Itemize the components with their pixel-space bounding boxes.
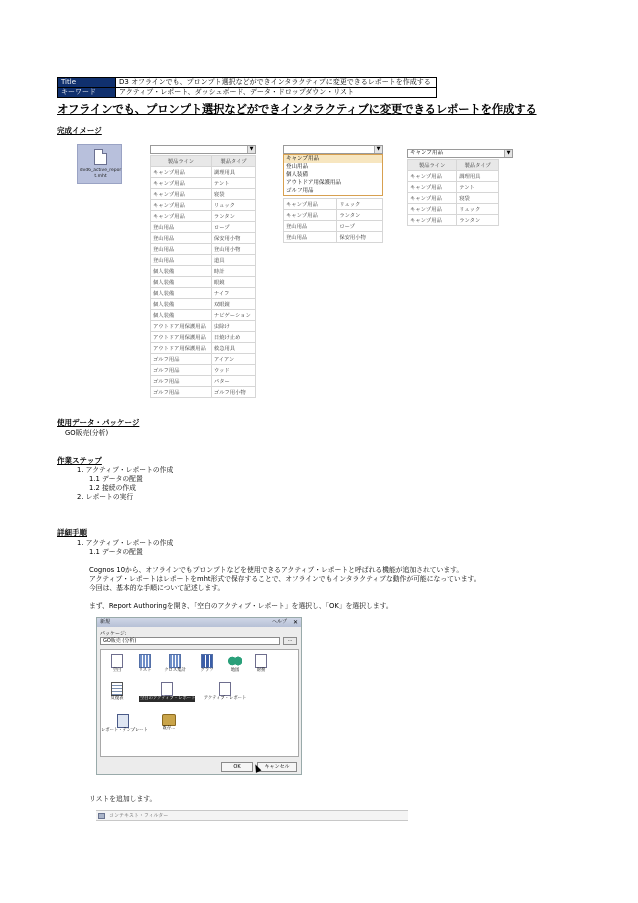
cell-product-type: ウッド: [211, 365, 255, 376]
table-row: [151, 233, 256, 244]
cell-product-type: テント: [457, 182, 499, 193]
dropdown-option[interactable]: ゴルフ用品: [286, 188, 314, 194]
active-report-icon: [219, 682, 231, 696]
cell-product-type: 登山用小物: [211, 244, 255, 255]
cell-product-line: 個人装備: [151, 277, 212, 288]
report-type-label: 地図: [230, 668, 240, 673]
cell-product-type: 救急用具: [211, 343, 255, 354]
cell-product-line: キャンプ用品: [408, 215, 457, 226]
cell-product-type: ナビゲーション: [211, 310, 255, 321]
report-template-icon: [117, 714, 129, 728]
chevron-down-icon[interactable]: ▼: [504, 150, 512, 157]
detail-step11: 1.1 データの配置: [89, 548, 143, 556]
cell-product-line: キャンプ用品: [408, 171, 457, 182]
help-link[interactable]: ヘルプ: [271, 619, 287, 625]
report-type-label: リスト: [138, 668, 152, 673]
grid3-dropdown-value: キャンプ用品: [410, 150, 444, 156]
blank-page-icon: [111, 654, 123, 668]
report-type-repeater[interactable]: [103, 682, 131, 702]
step-item: 1.1 データの配置: [89, 475, 143, 483]
cell-product-line: 個人装備: [151, 299, 212, 310]
table-row: [151, 167, 256, 178]
package-value: GO販売(分析): [65, 429, 109, 437]
dialog-title: 新規: [100, 619, 111, 625]
cell-product-type: アイアン: [211, 354, 255, 365]
step-item: 1.2 接続の作成: [89, 484, 136, 492]
table-row: [151, 310, 256, 321]
cell-product-type: 調理用具: [457, 171, 499, 182]
report-type-chart[interactable]: [193, 654, 221, 674]
mht-file-thumbnail[interactable]: [77, 144, 122, 184]
cell-product-type: 寝袋: [211, 189, 255, 200]
table-row: [284, 221, 383, 232]
step-item: 1. アクティブ・レポートの作成: [77, 466, 174, 474]
package-heading: 使用データ・パッケージ: [57, 418, 140, 427]
cell-product-line: ゴルフ用品: [151, 365, 212, 376]
report-type-label: 反復表: [110, 696, 124, 701]
cell-product-type: 時計: [211, 266, 255, 277]
list-icon: [139, 654, 151, 668]
cell-product-type: ロープ: [211, 222, 255, 233]
detail-paragraph: リストを追加します。: [89, 795, 157, 803]
meta-keyword-key: キーワード: [58, 88, 116, 98]
crosstab-icon: [169, 654, 181, 668]
table-row: [151, 332, 256, 343]
completion-heading: 完成イメージ: [57, 126, 102, 135]
map-icon: [228, 654, 242, 668]
cell-product-line: キャンプ用品: [284, 199, 337, 210]
new-report-dialog: [96, 617, 302, 775]
report-type-map[interactable]: [221, 654, 249, 674]
grid2-dropdown-list[interactable]: [283, 154, 383, 196]
cell-product-type: テント: [211, 178, 255, 189]
report-type-label: 既存...: [162, 726, 176, 731]
cell-product-type: ランタン: [457, 215, 499, 226]
report-type-list[interactable]: [131, 654, 159, 674]
cell-product-line: キャンプ用品: [408, 204, 457, 215]
cell-product-type: パター: [211, 376, 255, 387]
cell-product-line: アウトドア用保護用品: [151, 332, 212, 343]
cell-product-line: キャンプ用品: [151, 200, 212, 211]
cell-product-type: ランタン: [211, 211, 255, 222]
table-row: [151, 299, 256, 310]
dialog-title-bar: [97, 618, 301, 627]
cell-product-line: キャンプ用品: [408, 193, 457, 204]
table-header-row: [408, 160, 499, 171]
cell-product-line: キャンプ用品: [408, 182, 457, 193]
meta-table: [57, 77, 437, 98]
cell-product-type: ナイフ: [211, 288, 255, 299]
table-row: [151, 277, 256, 288]
report-type-label: アクティブ・レポート: [203, 696, 247, 701]
cell-product-line: 登山用品: [151, 233, 212, 244]
step-item: 2. レポートの実行: [77, 493, 134, 501]
package-browse-button[interactable]: ...: [283, 637, 297, 645]
table-row: [151, 365, 256, 376]
cell-product-type: リュック: [337, 199, 383, 210]
report-type-label: 財務: [256, 668, 266, 673]
grid1-dropdown[interactable]: [150, 145, 256, 154]
grid3-header-product-type: 製品タイプ: [457, 160, 499, 171]
table-header-row: [151, 156, 256, 167]
detail-paragraph: アクティブ・レポートはレポートをmht形式で保存することで、オフラインでもインタラクティブな動作が可能になっています。: [89, 575, 481, 583]
cell-product-line: ゴルフ用品: [151, 354, 212, 365]
report-type-existing[interactable]: [155, 714, 183, 732]
table-row: [151, 244, 256, 255]
report-type-label: 空白: [112, 668, 122, 673]
grid1-header-product-type: 製品タイプ: [211, 156, 255, 167]
package-input[interactable]: GO販売 (分析): [100, 637, 280, 645]
table-row: [151, 354, 256, 365]
table-row: [151, 376, 256, 387]
cell-product-type: リュック: [211, 200, 255, 211]
cell-product-line: ゴルフ用品: [151, 376, 212, 387]
cell-product-line: ゴルフ用品: [151, 387, 212, 398]
chevron-down-icon[interactable]: ▼: [247, 146, 255, 153]
report-type-label: 空白のアクティブ・レポート: [140, 696, 196, 701]
steps-heading: 作業ステップ: [57, 456, 102, 465]
cell-product-line: 個人装備: [151, 288, 212, 299]
context-filter-label: コンテキスト・フィルター: [109, 813, 169, 819]
table-row: [408, 204, 499, 215]
grid2-table: [283, 198, 383, 243]
table-row: [151, 255, 256, 266]
cell-product-line: キャンプ用品: [284, 210, 337, 221]
meta-title-value: D3 オフラインでも、プロンプト選択などができインタラクティブに変更できるレポートを作成する: [116, 78, 437, 88]
ok-button[interactable]: OK: [221, 762, 253, 772]
repeater-icon: [111, 682, 123, 696]
table-row: [408, 193, 499, 204]
table-row: [408, 171, 499, 182]
cell-product-line: 登山用品: [284, 232, 337, 243]
cell-product-line: 登山用品: [284, 221, 337, 232]
filter-icon[interactable]: [98, 813, 105, 819]
table-row: [151, 222, 256, 233]
report-type-label: レポート・テンプレート: [101, 728, 148, 733]
cell-product-line: アウトドア用保護用品: [151, 343, 212, 354]
table-row: [151, 387, 256, 398]
table-row: [151, 343, 256, 354]
cell-product-line: 個人装備: [151, 310, 212, 321]
close-icon[interactable]: ✕: [292, 619, 298, 626]
dropdown-option[interactable]: 個人装備: [286, 172, 309, 178]
cell-product-type: 保安用小物: [337, 232, 383, 243]
page-title: オフラインでも、プロンプト選択などができインタラクティブに変更できるレポートを作成する: [57, 102, 537, 116]
report-type-blank[interactable]: [103, 654, 131, 674]
grid1-table: [150, 155, 256, 398]
chevron-down-icon[interactable]: ▼: [374, 146, 382, 153]
cell-product-line: 登山用品: [151, 255, 212, 266]
grid3-dropdown[interactable]: [407, 149, 513, 158]
cell-product-type: 保安用小物: [211, 233, 255, 244]
document-icon: [94, 149, 107, 165]
blank-active-report-icon: [161, 682, 173, 696]
cell-product-type: 日焼け止め: [211, 332, 255, 343]
cell-product-line: 登山用品: [151, 244, 212, 255]
cell-product-line: アウトドア用保護用品: [151, 321, 212, 332]
table-row: [151, 200, 256, 211]
detail-paragraph: 今回は、基本的な手順について記述します。: [89, 584, 225, 592]
cell-product-type: 双眼鏡: [211, 299, 255, 310]
financial-icon: [255, 654, 267, 668]
package-label: パッケージ:: [100, 631, 127, 637]
existing-folder-icon: [162, 714, 176, 726]
cell-product-type: 虫除け: [211, 321, 255, 332]
cell-product-line: 個人装備: [151, 266, 212, 277]
table-row: [151, 288, 256, 299]
table-row: [151, 189, 256, 200]
table-row: [151, 178, 256, 189]
cell-product-line: キャンプ用品: [151, 189, 212, 200]
grid3-header-product-line: 製品ライン: [408, 160, 457, 171]
report-type-template[interactable]: [101, 714, 148, 734]
cell-product-type: リュック: [457, 204, 499, 215]
table-row: [408, 182, 499, 193]
cell-product-type: ロープ: [337, 221, 383, 232]
table-row: [284, 210, 383, 221]
table-row: [408, 215, 499, 226]
grid3-table: [407, 159, 499, 226]
report-type-pane: [100, 649, 299, 757]
report-type-label: グラフ: [200, 668, 214, 673]
detail-step1: 1. アクティブ・レポートの作成: [77, 539, 174, 547]
cell-product-type: ランタン: [337, 210, 383, 221]
cell-product-type: 調理用具: [211, 167, 255, 178]
table-row: [284, 199, 383, 210]
report-type-crosstab[interactable]: [161, 654, 189, 674]
meta-row-title: [58, 78, 437, 88]
table-row: [284, 232, 383, 243]
cell-product-line: 登山用品: [151, 222, 212, 233]
toolbar-strip: [96, 810, 408, 821]
cell-product-type: 眼鏡: [211, 277, 255, 288]
meta-title-key: Title: [58, 78, 116, 88]
cell-product-line: キャンプ用品: [151, 167, 212, 178]
cell-product-type: 道具: [211, 255, 255, 266]
cell-product-line: キャンプ用品: [151, 178, 212, 189]
grid1-header-product-line: 製品ライン: [151, 156, 212, 167]
dropdown-option[interactable]: アウトドア用保護用品: [286, 180, 341, 186]
detail-paragraph: Cognos 10から、オフラインでもプロンプトなどを使用できるアクティブ・レポートと呼ばれる機能が追加されています。: [89, 566, 464, 574]
mht-file-name: dvd6_active_report.mht: [79, 168, 122, 179]
cell-product-type: 寝袋: [457, 193, 499, 204]
report-type-blank-active[interactable]: [139, 682, 195, 702]
chart-icon: [201, 654, 213, 668]
dropdown-option[interactable]: 登山用品: [286, 164, 309, 170]
cancel-button[interactable]: キャンセル: [257, 762, 297, 772]
table-row: [151, 321, 256, 332]
report-type-active[interactable]: [201, 682, 249, 702]
dropdown-option[interactable]: キャンプ用品: [284, 155, 382, 163]
table-row: [151, 266, 256, 277]
cell-product-line: キャンプ用品: [151, 211, 212, 222]
detail-heading: 詳細手順: [57, 528, 87, 537]
table-row: [151, 211, 256, 222]
meta-row-keyword: [58, 88, 437, 98]
report-type-financial[interactable]: [247, 654, 275, 674]
cell-product-type: ゴルフ用小物: [211, 387, 255, 398]
report-type-label: クロス集計: [164, 668, 186, 673]
detail-paragraph: まず、Report Authoringを開き、「空白のアクティブ・レポート」を選択し、「OK」を選択します。: [89, 602, 393, 610]
meta-keyword-value: アクティブ・レポート、ダッシュボード、データ・ドロップダウン・リスト: [116, 88, 437, 98]
grid2-dropdown[interactable]: [283, 145, 383, 154]
